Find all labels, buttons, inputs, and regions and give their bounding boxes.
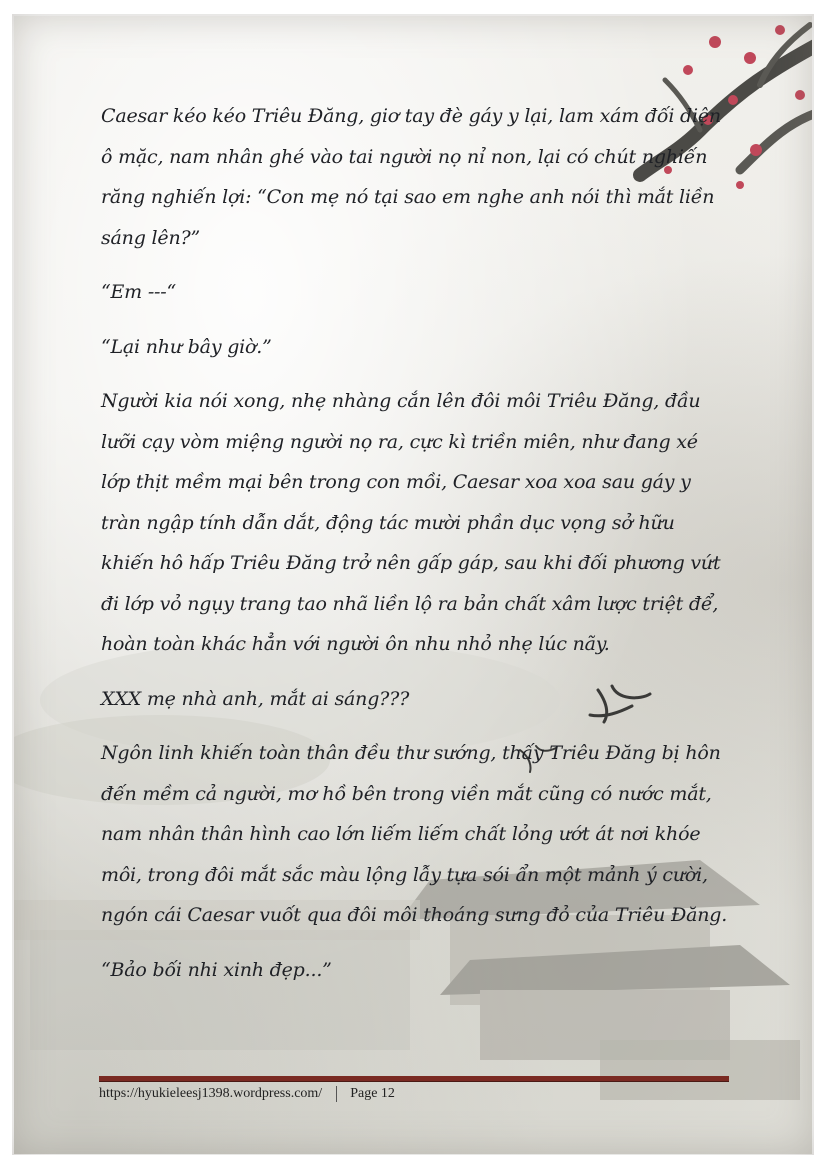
story-text bbox=[101, 96, 731, 1004]
footer-divider bbox=[99, 1076, 729, 1082]
paragraph: “Lại như bây giờ.” bbox=[101, 335, 272, 358]
paragraph: Caesar kéo kéo Triêu Đăng, giơ tay đè gáy y lại, lam xám đối diện ô mặc, nam nhân ghé vào tai người nọ nỉ non, lại có chút nghiến răng nghiến lợi: “Con mẹ nó tại sao em nghe anh nói thì mắt liền sáng lên?” bbox=[101, 105, 721, 249]
footer-separator bbox=[336, 1086, 337, 1102]
paragraph: XXX mẹ nhà anh, mắt ai sáng??? bbox=[101, 687, 410, 710]
paragraph: Người kia nói xong, nhẹ nhàng cắn lên đôi môi Triêu Đăng, đầu lưỡi cạy vòm miệng người nọ ra, cực kì triền miên, như đang xé lớp thịt mềm mại bên trong con mồi, Caesar xoa xoa sau gáy y tràn ngập tính dẫn dắt, động tác mười phần dục vọng sở hữu khiến hô hấp Triêu Đăng trở nên gấp gáp, sau khi đối phương vứt đi lớp vỏ ngụy trang tao nhã liền lộ ra bản chất xâm lược triệt để, hoàn toàn khác hẳn với người ôn nhu nhỏ nhẹ lúc nãy. bbox=[101, 390, 721, 655]
paragraph: “Bảo bối nhi xinh đẹp...” bbox=[101, 958, 332, 981]
page-footer bbox=[99, 1086, 395, 1102]
page-number: Page 12 bbox=[350, 1086, 395, 1102]
paragraph: “Em ---“ bbox=[101, 281, 177, 303]
footer-url-link[interactable]: https://hyukieleesj1398.wordpress.com/ bbox=[99, 1086, 323, 1102]
paragraph: Ngôn linh khiến toàn thân đều thư sướng, thấy Triêu Đăng bị hôn đến mềm cả người, mơ hồ bên trong viền mắt cũng có nước mắt, nam nhân thân hình cao lớn liếm liếm chất lỏng ướt át nơi khóe môi, trong đôi mắt sắc màu lộng lẫy tựa sói ẩn một mảnh ý cười, ngón cái Caesar vuốt qua đôi môi thoáng sưng đỏ của Triêu Đăng. bbox=[101, 742, 728, 926]
